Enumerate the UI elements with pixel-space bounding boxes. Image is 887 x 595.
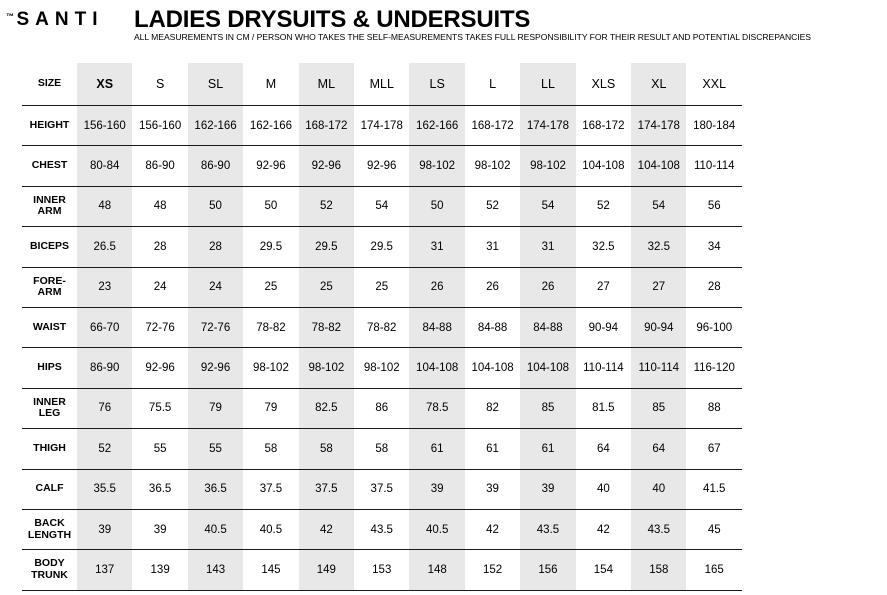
table-cell: 52: [465, 186, 520, 226]
table-cell: 174-178: [520, 106, 575, 146]
table-cell: 92-96: [243, 146, 298, 186]
table-cell: 36.5: [132, 469, 187, 509]
table-cell: 61: [465, 429, 520, 469]
table-cell: 50: [188, 186, 243, 226]
table-cell: 40.5: [409, 509, 464, 549]
table-cell: 92-96: [354, 146, 409, 186]
trademark-symbol: ™: [6, 12, 15, 21]
table-row: [22, 307, 742, 347]
table-cell: 37.5: [299, 469, 354, 509]
table-cell: 156: [520, 550, 575, 590]
table-cell: 98-102: [409, 146, 464, 186]
row-label-line: BICEPS: [29, 240, 70, 253]
table-cell: 26.5: [77, 227, 132, 267]
table-cell: 31: [520, 227, 575, 267]
row-label-line: BODY: [34, 557, 65, 570]
table-cell: 28: [188, 227, 243, 267]
table-cell: 149: [299, 550, 354, 590]
table-cell: 35.5: [77, 469, 132, 509]
row-label-line: TRUNK: [31, 568, 68, 581]
table-cell: 137: [77, 550, 132, 590]
table-row: [22, 348, 742, 388]
table-cell: 79: [243, 388, 298, 428]
table-row: [22, 267, 742, 307]
table-cell: 50: [243, 186, 298, 226]
table-cell: 26: [409, 267, 464, 307]
table-cell: 75.5: [132, 388, 187, 428]
row-label-line: INNER: [33, 193, 66, 206]
row-label: [22, 106, 77, 146]
row-label-line: CALF: [35, 482, 64, 495]
row-label-line: INNER: [33, 395, 66, 408]
table-cell: 156-160: [132, 106, 187, 146]
table-cell: 72-76: [188, 307, 243, 347]
table-cell: 43.5: [354, 509, 409, 549]
table-cell: 98-102: [299, 348, 354, 388]
table-cell: 168-172: [299, 106, 354, 146]
table-cell: 58: [243, 429, 298, 469]
table-cell: 32.5: [576, 227, 631, 267]
table-cell: 37.5: [354, 469, 409, 509]
table-cell: 48: [132, 186, 187, 226]
row-label-line: ARM: [37, 286, 62, 299]
table-row: [22, 469, 742, 509]
table-cell: 24: [132, 267, 187, 307]
table-cell: 104-108: [576, 146, 631, 186]
table-cell: 78-82: [354, 307, 409, 347]
size-header-row: [22, 63, 742, 106]
table-cell: 56: [686, 186, 742, 226]
table-cell: 162-166: [243, 106, 298, 146]
size-header-ll: LL: [520, 63, 575, 106]
size-header-xls: XLS: [576, 63, 631, 106]
table-cell: 50: [409, 186, 464, 226]
size-header-ml: ML: [299, 63, 354, 106]
size-header-xxl: XXL: [686, 63, 742, 106]
page-title: LADIES DRYSUITS & UNDERSUITS: [134, 6, 531, 33]
row-label: [22, 186, 77, 226]
table-row: [22, 429, 742, 469]
table-cell: 45: [686, 509, 742, 549]
table-cell: 61: [409, 429, 464, 469]
table-cell: 98-102: [354, 348, 409, 388]
table-cell: 28: [686, 267, 742, 307]
table-cell: 92-96: [132, 348, 187, 388]
row-label: [22, 550, 77, 590]
table-cell: 54: [354, 186, 409, 226]
table-cell: 40.5: [188, 509, 243, 549]
table-cell: 39: [520, 469, 575, 509]
table-cell: 96-100: [686, 307, 742, 347]
size-chart-table: [22, 63, 742, 591]
table-cell: 29.5: [243, 227, 298, 267]
row-label: [22, 227, 77, 267]
table-cell: 86-90: [132, 146, 187, 186]
table-cell: 32.5: [631, 227, 686, 267]
size-header-ls: LS: [409, 63, 464, 106]
table-cell: 34: [686, 227, 742, 267]
table-cell: 145: [243, 550, 298, 590]
size-header-m: M: [243, 63, 298, 106]
table-cell: 162-166: [409, 106, 464, 146]
table-cell: 98-102: [465, 146, 520, 186]
table-cell: 174-178: [354, 106, 409, 146]
table-cell: 156-160: [77, 106, 132, 146]
table-cell: 36.5: [188, 469, 243, 509]
table-cell: 27: [631, 267, 686, 307]
table-cell: 55: [188, 429, 243, 469]
table-cell: 104-108: [520, 348, 575, 388]
table-cell: 98-102: [243, 348, 298, 388]
table-cell: 23: [77, 267, 132, 307]
table-cell: 168-172: [465, 106, 520, 146]
table-cell: 152: [465, 550, 520, 590]
table-cell: 37.5: [243, 469, 298, 509]
table-cell: 110-114: [576, 348, 631, 388]
table-cell: 84-88: [465, 307, 520, 347]
row-label: [22, 267, 77, 307]
size-header-l: L: [465, 63, 520, 106]
table-cell: 86-90: [188, 146, 243, 186]
table-cell: 52: [77, 429, 132, 469]
table-row: [22, 509, 742, 549]
table-cell: 139: [132, 550, 187, 590]
table-cell: 43.5: [520, 509, 575, 549]
size-header-s: S: [132, 63, 187, 106]
size-header-xl: XL: [631, 63, 686, 106]
table-cell: 42: [465, 509, 520, 549]
table-cell: 54: [631, 186, 686, 226]
table-cell: 82: [465, 388, 520, 428]
row-label: [22, 429, 77, 469]
table-cell: 26: [520, 267, 575, 307]
table-cell: 165: [686, 550, 742, 590]
table-cell: 104-108: [631, 146, 686, 186]
table-cell: 39: [77, 509, 132, 549]
table-cell: 90-94: [576, 307, 631, 347]
table-cell: 40.5: [243, 509, 298, 549]
size-header-xs: XS: [77, 63, 132, 106]
table-cell: 148: [409, 550, 464, 590]
size-header-mll: MLL: [354, 63, 409, 106]
table-cell: 168-172: [576, 106, 631, 146]
table-cell: 85: [520, 388, 575, 428]
table-cell: 86-90: [77, 348, 132, 388]
table-cell: 41.5: [686, 469, 742, 509]
table-cell: 40: [576, 469, 631, 509]
row-label: [22, 469, 77, 509]
table-cell: 162-166: [188, 106, 243, 146]
size-corner-label: SIZE: [22, 63, 77, 106]
table-cell: 143: [188, 550, 243, 590]
table-cell: 64: [576, 429, 631, 469]
table-cell: 79: [188, 388, 243, 428]
table-cell: 72-76: [132, 307, 187, 347]
table-row: [22, 186, 742, 226]
table-row: [22, 550, 742, 590]
table-cell: 78.5: [409, 388, 464, 428]
row-label: [22, 307, 77, 347]
table-cell: 40: [631, 469, 686, 509]
row-label: [22, 388, 77, 428]
row-label: [22, 509, 77, 549]
table-cell: 54: [520, 186, 575, 226]
page-subtitle: ALL MEASUREMENTS IN CM / PERSON WHO TAKES THE SELF-MEASUREMENTS TAKES FULL RESPONSIBILITY FOR THEIR RESULT AND POTENTIAL DISCREPANCIES: [134, 32, 811, 42]
table-cell: 25: [354, 267, 409, 307]
table-cell: 39: [465, 469, 520, 509]
table-cell: 58: [299, 429, 354, 469]
table-cell: 67: [686, 429, 742, 469]
table-cell: 84-88: [409, 307, 464, 347]
row-label: [22, 348, 77, 388]
table-cell: 81.5: [576, 388, 631, 428]
table-cell: 52: [299, 186, 354, 226]
table-cell: 48: [77, 186, 132, 226]
table-cell: 174-178: [631, 106, 686, 146]
row-label-line: CHEST: [31, 159, 68, 172]
table-cell: 180-184: [686, 106, 742, 146]
measurements-body: [22, 106, 742, 591]
table-cell: 27: [576, 267, 631, 307]
table-cell: 52: [576, 186, 631, 226]
table-cell: 110-114: [631, 348, 686, 388]
table-cell: 31: [409, 227, 464, 267]
row-label-line: HIPS: [37, 361, 62, 374]
table-cell: 78-82: [299, 307, 354, 347]
table-cell: 88: [686, 388, 742, 428]
row-label-line: FORE-: [33, 274, 66, 287]
size-header-sl: SL: [188, 63, 243, 106]
santi-logo: [6, 9, 104, 31]
table-cell: 29.5: [354, 227, 409, 267]
table-cell: 39: [409, 469, 464, 509]
table-cell: 82.5: [299, 388, 354, 428]
table-cell: 24: [188, 267, 243, 307]
table-cell: 104-108: [465, 348, 520, 388]
table-cell: 154: [576, 550, 631, 590]
table-cell: 25: [243, 267, 298, 307]
table-cell: 42: [299, 509, 354, 549]
table-cell: 84-88: [520, 307, 575, 347]
table-cell: 61: [520, 429, 575, 469]
table-cell: 42: [576, 509, 631, 549]
table-cell: 64: [631, 429, 686, 469]
table-cell: 153: [354, 550, 409, 590]
table-cell: 26: [465, 267, 520, 307]
table-cell: 90-94: [631, 307, 686, 347]
table-cell: 110-114: [686, 146, 742, 186]
table-cell: 29.5: [299, 227, 354, 267]
table-cell: 104-108: [409, 348, 464, 388]
table-cell: 55: [132, 429, 187, 469]
table-cell: 92-96: [188, 348, 243, 388]
row-label-line: HEIGHT: [29, 118, 70, 131]
table-cell: 98-102: [520, 146, 575, 186]
table-cell: 28: [132, 227, 187, 267]
row-label-line: LENGTH: [27, 528, 72, 541]
table-row: [22, 106, 742, 146]
table-cell: 76: [77, 388, 132, 428]
table-cell: 116-120: [686, 348, 742, 388]
row-label-line: BACK: [34, 517, 65, 530]
table-cell: 31: [465, 227, 520, 267]
table-cell: 58: [354, 429, 409, 469]
table-cell: 158: [631, 550, 686, 590]
table-row: [22, 146, 742, 186]
table-cell: 92-96: [299, 146, 354, 186]
row-label: [22, 146, 77, 186]
table-cell: 86: [354, 388, 409, 428]
table-cell: 80-84: [77, 146, 132, 186]
row-label-line: THIGH: [33, 442, 66, 455]
table-row: [22, 227, 742, 267]
brand-name: SANTI: [16, 9, 104, 30]
table-cell: 85: [631, 388, 686, 428]
table-cell: 43.5: [631, 509, 686, 549]
row-label-line: ARM: [37, 205, 62, 218]
table-row: [22, 388, 742, 428]
table-cell: 25: [299, 267, 354, 307]
row-label-line: LEG: [38, 407, 61, 420]
row-label-line: WAIST: [32, 320, 67, 333]
table-cell: 66-70: [77, 307, 132, 347]
table-cell: 39: [132, 509, 187, 549]
table-cell: 78-82: [243, 307, 298, 347]
